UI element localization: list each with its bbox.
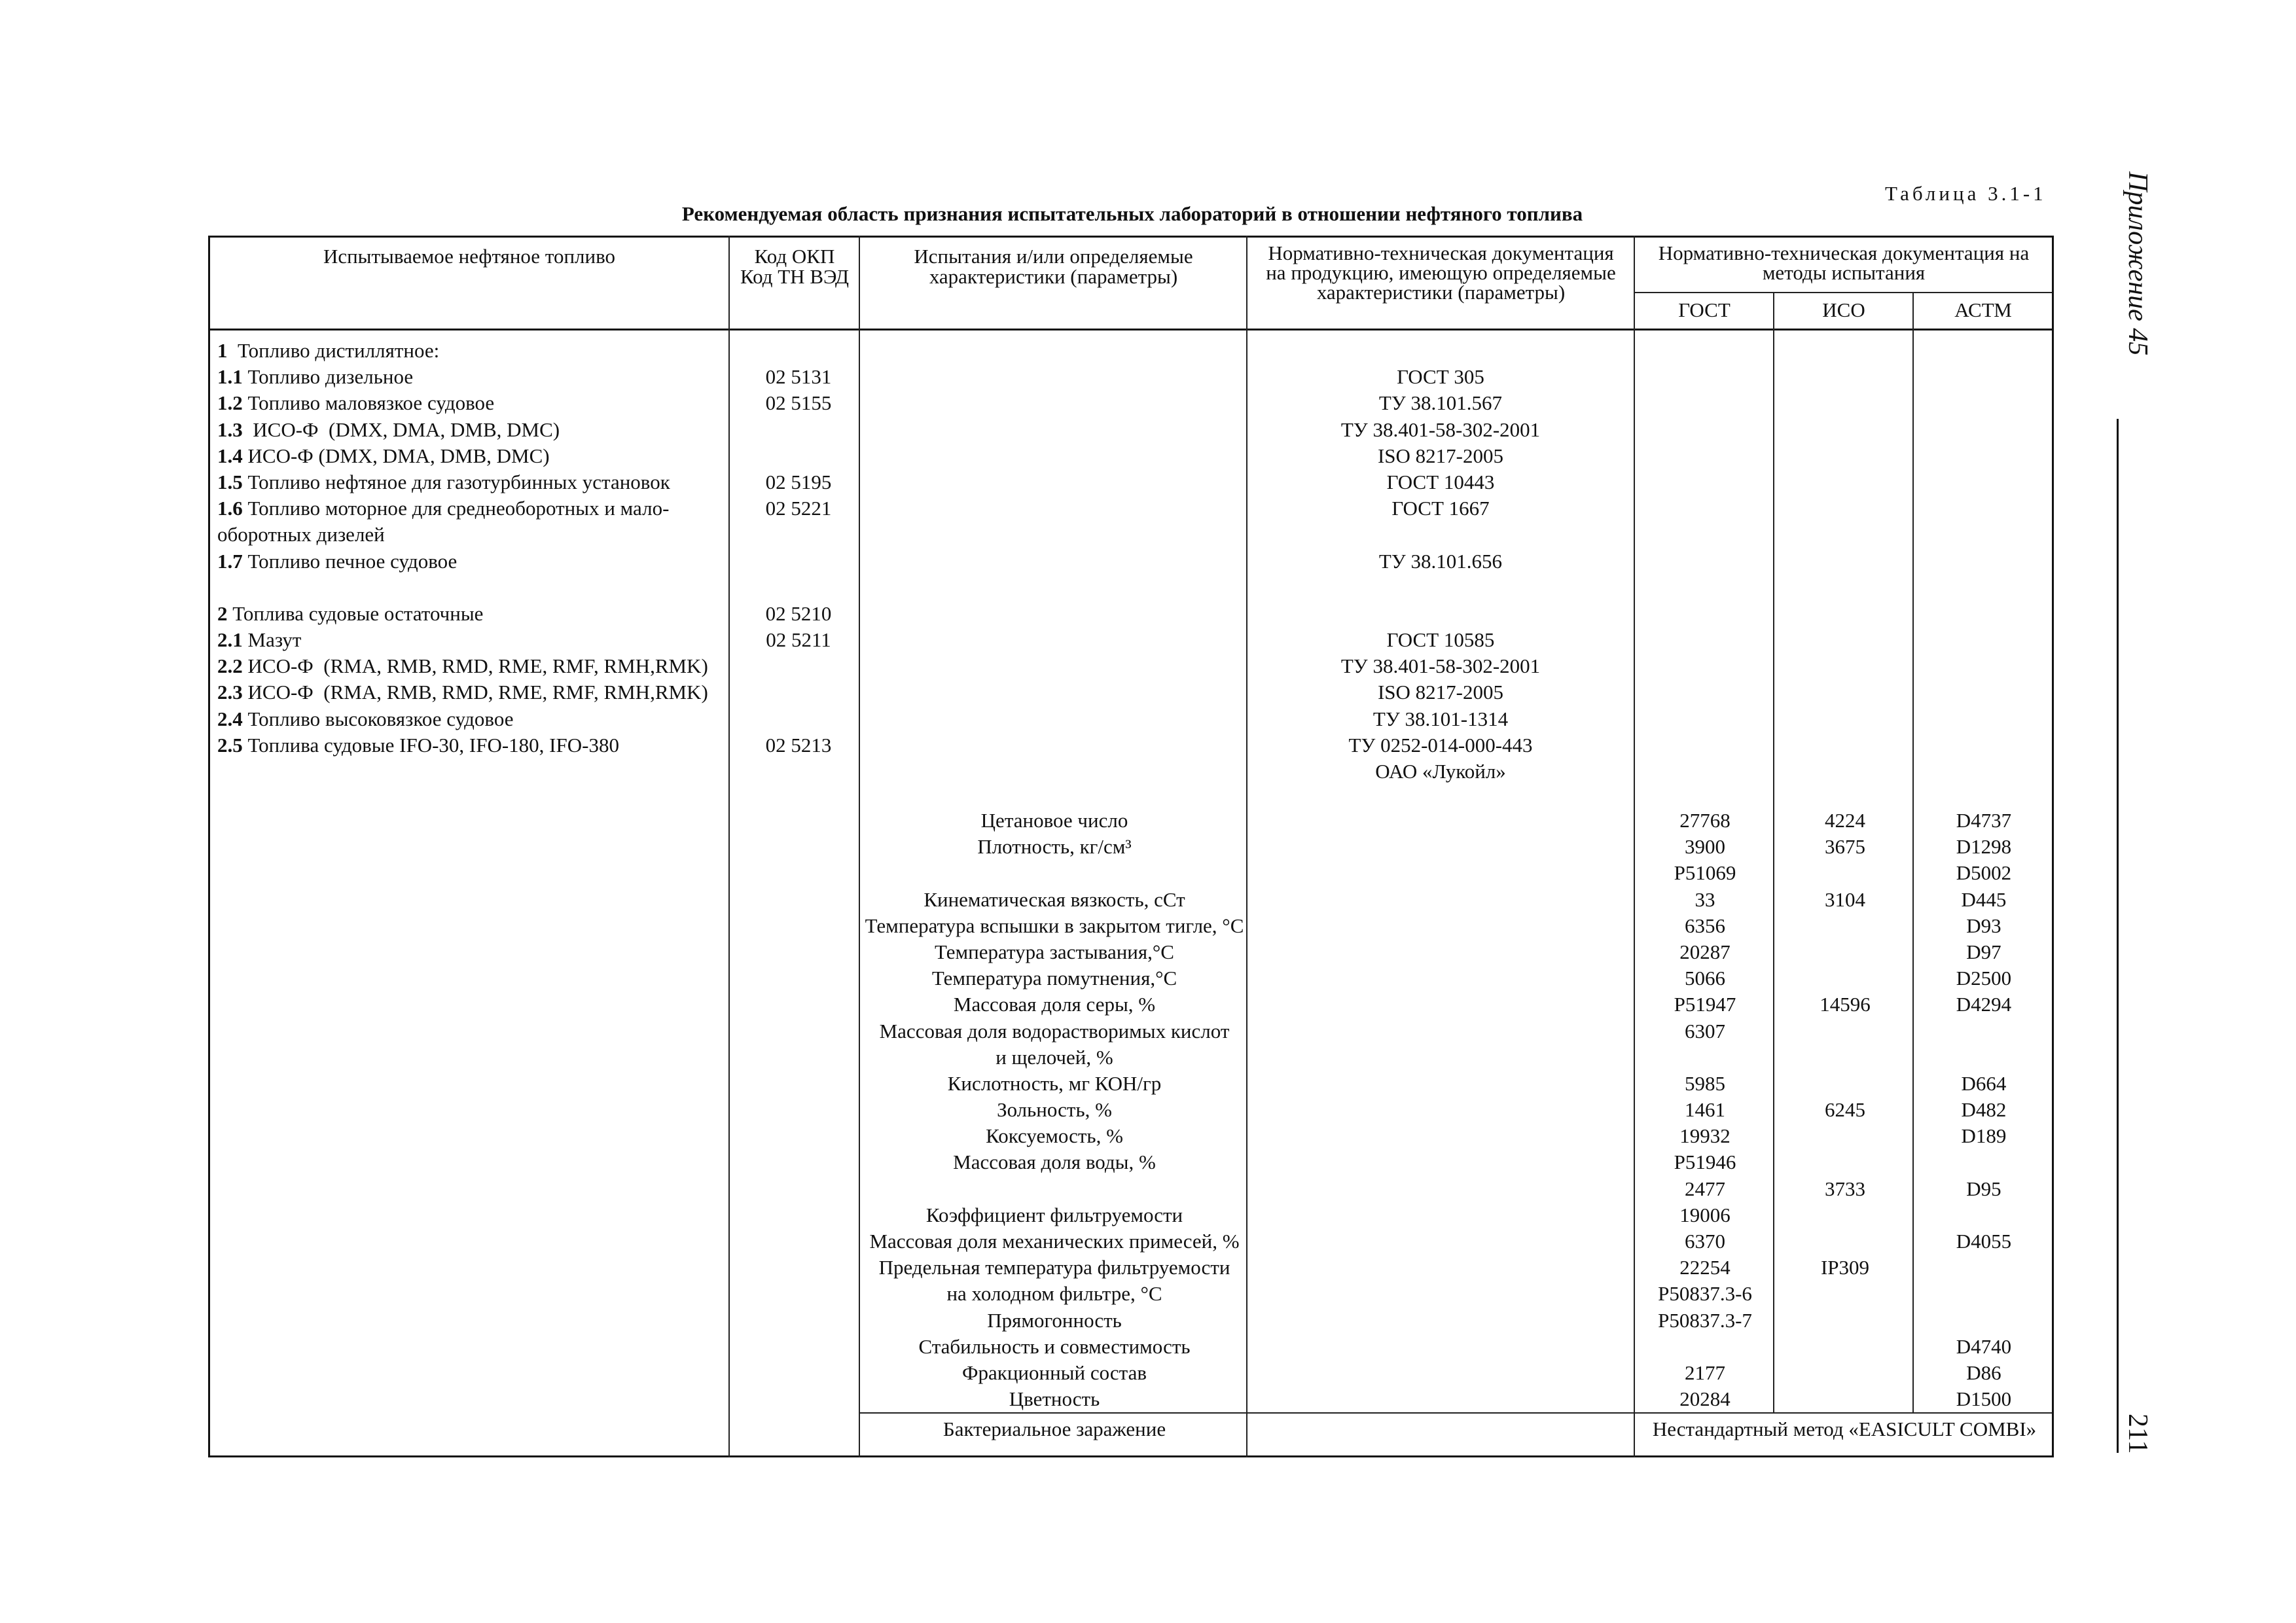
fuel-item-name: Топливо печное судовое: [242, 549, 457, 573]
iso-cell: 3104: [1825, 887, 1865, 911]
fuel-item-name: Топлива судовые остаточные: [227, 601, 484, 625]
test-name-cell: Температура вспышки в закрытом тигле, °С: [865, 914, 1244, 937]
subheader-line: [1634, 292, 2054, 293]
fuel-code-cell: 02 5221: [765, 497, 832, 520]
fuel-item-name: ИСО-Ф (RMA, RMB, RMD, RME, RMF, RMH,RMK): [242, 681, 708, 704]
astm-cell: D5002: [1956, 861, 2012, 885]
test-name-cell: и щелочей, %: [996, 1045, 1113, 1069]
fuel-item-name: Топливо маловязкое судовое: [242, 391, 495, 415]
test-name-cell: Стабильность и совместимость: [918, 1334, 1191, 1358]
fuel-item-name: Топливо дистиллятное:: [227, 339, 440, 362]
header-prod-doc-line1: Нормативно-техническая документация: [1268, 241, 1614, 264]
appendix-side-header: Приложение 45: [2123, 171, 2153, 356]
header-astm: АСТМ: [1954, 298, 2012, 321]
astm-cell: D86: [1966, 1361, 2001, 1384]
side-margin-line: [2117, 419, 2119, 1453]
fuel-code-cell: [733, 679, 864, 705]
header-tests-line1: Испытания и/или определяемые: [914, 245, 1193, 268]
fuel-code-cell: [733, 548, 864, 575]
astm-cell: D4294: [1956, 993, 2012, 1016]
gost-cell: Р51946: [1674, 1150, 1736, 1174]
fuel-item-name: Топливо дизельное: [242, 365, 414, 389]
col-divider-4: [1634, 236, 1635, 1457]
iso-cell: [1776, 1202, 1914, 1228]
header-method-doc-line1: Нормативно-техническая документация на: [1658, 241, 2030, 264]
astm-cell: [1915, 1044, 2053, 1071]
test-name-cell: Температура помутнения,°С: [931, 967, 1177, 990]
gost-cell: [1636, 1044, 1774, 1071]
fuel-doc-cell: [1249, 575, 1632, 601]
fuel-row: [217, 338, 721, 364]
tests-column: [861, 808, 1247, 1412]
product-doc-column: [1249, 338, 1632, 785]
fuel-item-number: 1.1: [217, 365, 243, 389]
fuel-row: [217, 706, 721, 732]
fuel-row: [217, 522, 721, 548]
last-row-test: Бактериальное заражение: [942, 1418, 1166, 1440]
fuel-doc-cell: ГОСТ 10585: [1386, 628, 1495, 652]
fuel-code-cell: [733, 653, 864, 679]
fuel-item-number: 1.5: [217, 470, 243, 493]
header-method-doc-line2: методы испытания: [1762, 261, 1926, 284]
astm-cell: [1915, 1149, 2053, 1175]
test-name-cell: Плотность, кг/см³: [977, 835, 1132, 859]
iso-cell: [1776, 965, 1914, 991]
fuel-row: [217, 575, 721, 601]
iso-cell: 4224: [1825, 809, 1865, 832]
astm-cell: D4737: [1956, 809, 2012, 832]
fuel-doc-cell: ТУ 38.401-58-302-2001: [1340, 418, 1541, 441]
astm-cell: D4055: [1956, 1230, 2012, 1253]
fuel-row: [217, 627, 721, 653]
fuel-row: [217, 653, 721, 679]
fuel-item-name: ИСО-Ф (DMX, DMA, DMB, DMC): [242, 444, 550, 467]
gost-cell: 2477: [1685, 1177, 1725, 1200]
header-method-doc: [1636, 243, 2052, 283]
fuel-doc-cell: ОАО «Лукойл»: [1375, 760, 1506, 783]
header-fuel: Испытываемое нефтяное топливо: [323, 245, 616, 268]
fuel-doc-cell: ISO 8217-2005: [1377, 444, 1504, 467]
fuel-doc-cell: ГОСТ 10443: [1386, 470, 1495, 493]
iso-column: [1776, 808, 1914, 1412]
fuel-code-cell: 02 5131: [765, 365, 832, 389]
astm-cell: D482: [1961, 1098, 2007, 1122]
astm-cell: D95: [1966, 1177, 2001, 1200]
test-name-cell: Зольность, %: [997, 1098, 1112, 1122]
gost-cell: 20287: [1679, 940, 1731, 963]
gost-cell: 2177: [1685, 1361, 1725, 1384]
fuel-row: [217, 364, 721, 390]
astm-cell: [1915, 1202, 2053, 1228]
gost-cell: 1461: [1685, 1098, 1725, 1122]
gost-cell: 6370: [1685, 1230, 1725, 1253]
astm-cell: [1915, 1255, 2053, 1281]
fuel-code-cell: [733, 522, 864, 548]
fuel-row: [217, 758, 721, 785]
fuel-code-cell: 02 5195: [765, 470, 832, 493]
test-name-cell: Массовая доля механических примесей, %: [869, 1230, 1240, 1253]
last-row-method: Нестандартный метод «EASICULT COMBI»: [1652, 1418, 2037, 1440]
iso-cell: 3675: [1825, 835, 1865, 859]
fuel-item-number: 1.3: [217, 418, 243, 441]
fuel-doc-cell: ГОСТ 305: [1397, 365, 1484, 389]
fuel-item-name: Мазут: [242, 628, 302, 652]
iso-cell: [1776, 860, 1914, 886]
test-name-cell: Цветность: [1009, 1387, 1100, 1411]
iso-cell: 3733: [1825, 1177, 1865, 1200]
iso-cell: [1776, 1308, 1914, 1334]
test-name-cell: Цетановое число: [980, 809, 1128, 832]
fuel-item-number: 2.3: [217, 681, 243, 704]
fuel-item-number: 1.4: [217, 444, 243, 467]
iso-cell: [1776, 1044, 1914, 1071]
fuel-item-number: 2: [217, 601, 228, 625]
fuel-item-number: 1.2: [217, 391, 243, 415]
fuel-item-name: ИСО-Ф (RMA, RMB, RMD, RME, RMF, RMH,RMK): [242, 654, 708, 678]
iso-cell: 14596: [1820, 993, 1871, 1016]
test-name-cell: Коэффициент фильтруемости: [925, 1203, 1183, 1226]
astm-cell: D189: [1961, 1124, 2007, 1148]
gost-cell: 27768: [1679, 809, 1731, 832]
header-iso: ИСО: [1822, 298, 1865, 321]
gost-cell: 19932: [1679, 1124, 1731, 1148]
iso-cell: [1776, 1123, 1914, 1149]
fuel-item-number: 2.2: [217, 654, 243, 678]
astm-cell: [1915, 1018, 2053, 1044]
astm-cell: D664: [1961, 1071, 2007, 1095]
fuel-doc-cell: ТУ 38.401-58-302-2001: [1340, 654, 1541, 678]
gost-cell: 20284: [1679, 1387, 1731, 1411]
fuel-doc-cell: ТУ 38.101.656: [1378, 549, 1503, 573]
test-name-cell: Предельная температура фильтруемости: [878, 1256, 1230, 1279]
test-name-cell: Кислотность, мг КОН/гр: [947, 1071, 1162, 1095]
fuel-item-name: Топливо моторное для среднеоборотных и мало-: [242, 497, 670, 520]
header-bottom-border: [208, 329, 2054, 330]
iso-cell: IP309: [1820, 1256, 1870, 1279]
fuel-doc-cell: ISO 8217-2005: [1377, 681, 1504, 704]
gost-cell: 6356: [1685, 914, 1725, 937]
gost-cell: 19006: [1679, 1203, 1731, 1226]
fuel-item-name: Топливо высоковязкое судовое: [242, 707, 514, 730]
test-name-cell: Массовая доля водорастворимых кислот: [879, 1019, 1230, 1043]
fuel-doc-cell: [1249, 522, 1632, 548]
astm-cell: D4740: [1956, 1334, 2012, 1358]
fuel-code-cell: 02 5210: [765, 601, 832, 625]
gost-cell: 3900: [1685, 835, 1725, 859]
test-name-cell: [861, 860, 1247, 886]
fuel-doc-cell: ТУ 38.101.567: [1378, 391, 1503, 415]
fuel-item-number: 1.6: [217, 497, 243, 520]
iso-cell: [1776, 1228, 1914, 1255]
iso-cell: [1776, 939, 1914, 965]
fuel-code-cell: [733, 706, 864, 732]
header-code-line2: Код ТН ВЭД: [740, 265, 850, 288]
iso-cell: [1776, 1386, 1914, 1412]
fuel-item-number: 2.4: [217, 707, 243, 730]
fuel-row: [217, 601, 721, 627]
fuel-item-name: Топлива судовые IFO-30, IFO-180, IFO-380: [242, 733, 619, 757]
gost-cell: 5985: [1685, 1071, 1725, 1095]
gost-cell: 6307: [1685, 1019, 1725, 1043]
iso-cell: 6245: [1825, 1098, 1865, 1122]
astm-cell: [1915, 1308, 2053, 1334]
test-name-cell: [861, 1176, 1247, 1202]
astm-cell: D1500: [1956, 1387, 2012, 1411]
page-number: 211: [2123, 1414, 2153, 1454]
astm-cell: D2500: [1956, 967, 2012, 990]
fuel-row: [217, 732, 721, 758]
gost-cell: [1636, 1334, 1774, 1360]
table-bottom-border: [208, 1455, 2054, 1457]
fuel-item-name: ИСО-Ф (DMX, DMA, DMB, DMC): [242, 418, 560, 441]
fuel-row: [217, 679, 721, 705]
test-name-cell: Коксуемость, %: [986, 1124, 1123, 1148]
astm-column: [1915, 808, 2053, 1412]
gost-cell: 22254: [1679, 1256, 1731, 1279]
fuel-row: [217, 443, 721, 469]
gost-cell: Р50837.3-7: [1658, 1308, 1752, 1332]
fuel-code-cell: [733, 417, 864, 443]
gost-cell: Р51069: [1674, 861, 1736, 885]
iso-cell: [1776, 913, 1914, 939]
fuel-code-cell: [733, 338, 864, 364]
iso-cell: [1776, 1149, 1914, 1175]
fuel-item-name: оборотных дизелей: [217, 523, 385, 546]
fuel-code-cell: [733, 758, 864, 785]
header-gost: ГОСТ: [1678, 298, 1731, 321]
header-prod-doc-line3: характеристики (параметры): [1316, 281, 1566, 304]
astm-cell: D97: [1966, 940, 2001, 963]
header-code-line1: Код ОКП: [754, 245, 835, 268]
gost-cell: 5066: [1685, 967, 1725, 990]
header-tests: [861, 246, 1246, 287]
astm-cell: D1298: [1956, 835, 2012, 859]
table-number: Таблица 3.1-1: [1885, 182, 2047, 205]
fuel-item-name: Топливо нефтяное для газотурбинных установок: [242, 470, 670, 493]
header-prod-doc-line2: на продукцию, имеющую определяемые: [1266, 261, 1616, 284]
test-name-cell: Массовая доля серы, %: [953, 993, 1156, 1016]
fuel-item-number: 2.1: [217, 628, 243, 652]
test-name-cell: Фракционный состав: [962, 1361, 1147, 1384]
fuel-row: [217, 495, 721, 522]
fuel-column: [217, 338, 721, 785]
fuel-item-number: 1.7: [217, 549, 243, 573]
iso-cell: [1776, 1071, 1914, 1097]
iso-cell: [1776, 1018, 1914, 1044]
astm-cell: D445: [1961, 887, 2007, 911]
fuel-code-cell: [733, 575, 864, 601]
gost-cell: Р51947: [1674, 993, 1736, 1016]
fuel-code-cell: 02 5155: [765, 391, 832, 415]
table-title: Рекомендуемая область признания испытательных лабораторий в отношении нефтяного топлива: [681, 202, 1583, 225]
fuel-doc-cell: [1249, 338, 1632, 364]
test-name-cell: Прямогонность: [987, 1308, 1122, 1332]
fuel-row: [217, 417, 721, 443]
fuel-row: [217, 548, 721, 575]
header-tests-line2: характеристики (параметры): [929, 265, 1178, 288]
code-column: [733, 338, 864, 785]
test-name-cell: на холодном фильтре, °С: [946, 1282, 1162, 1306]
fuel-code-cell: 02 5213: [765, 733, 832, 757]
fuel-row: [217, 469, 721, 495]
gost-cell: 33: [1695, 887, 1715, 911]
iso-cell: [1776, 1360, 1914, 1386]
fuel-code-cell: 02 5211: [766, 628, 831, 652]
fuel-row: [217, 390, 721, 416]
test-name-cell: Массовая доля воды, %: [953, 1150, 1156, 1174]
astm-cell: D93: [1966, 914, 2001, 937]
astm-cell: [1915, 1281, 2053, 1307]
iso-cell: [1776, 1334, 1914, 1360]
iso-cell: [1776, 1281, 1914, 1307]
gost-column: [1636, 808, 1774, 1412]
fuel-item-number: 1: [217, 339, 228, 362]
fuel-doc-cell: ТУ 38.101-1314: [1372, 707, 1509, 730]
col-divider-1: [728, 236, 730, 1457]
fuel-doc-cell: ТУ 0252-014-000-443: [1348, 733, 1533, 757]
test-name-cell: Температура застывания,°С: [935, 940, 1174, 963]
header-code: [730, 246, 859, 287]
fuel-doc-cell: [1249, 601, 1632, 627]
fuel-code-cell: [733, 443, 864, 469]
table-left-border: [208, 236, 210, 1457]
fuel-doc-cell: ГОСТ 1667: [1391, 497, 1490, 520]
table-top-border: [208, 236, 2054, 238]
test-name-cell: Кинематическая вязкость, сСт: [924, 887, 1185, 911]
fuel-item-number: 2.5: [217, 733, 243, 757]
header-product-doc: [1248, 243, 1634, 302]
gost-cell: Р50837.3-6: [1658, 1282, 1752, 1306]
